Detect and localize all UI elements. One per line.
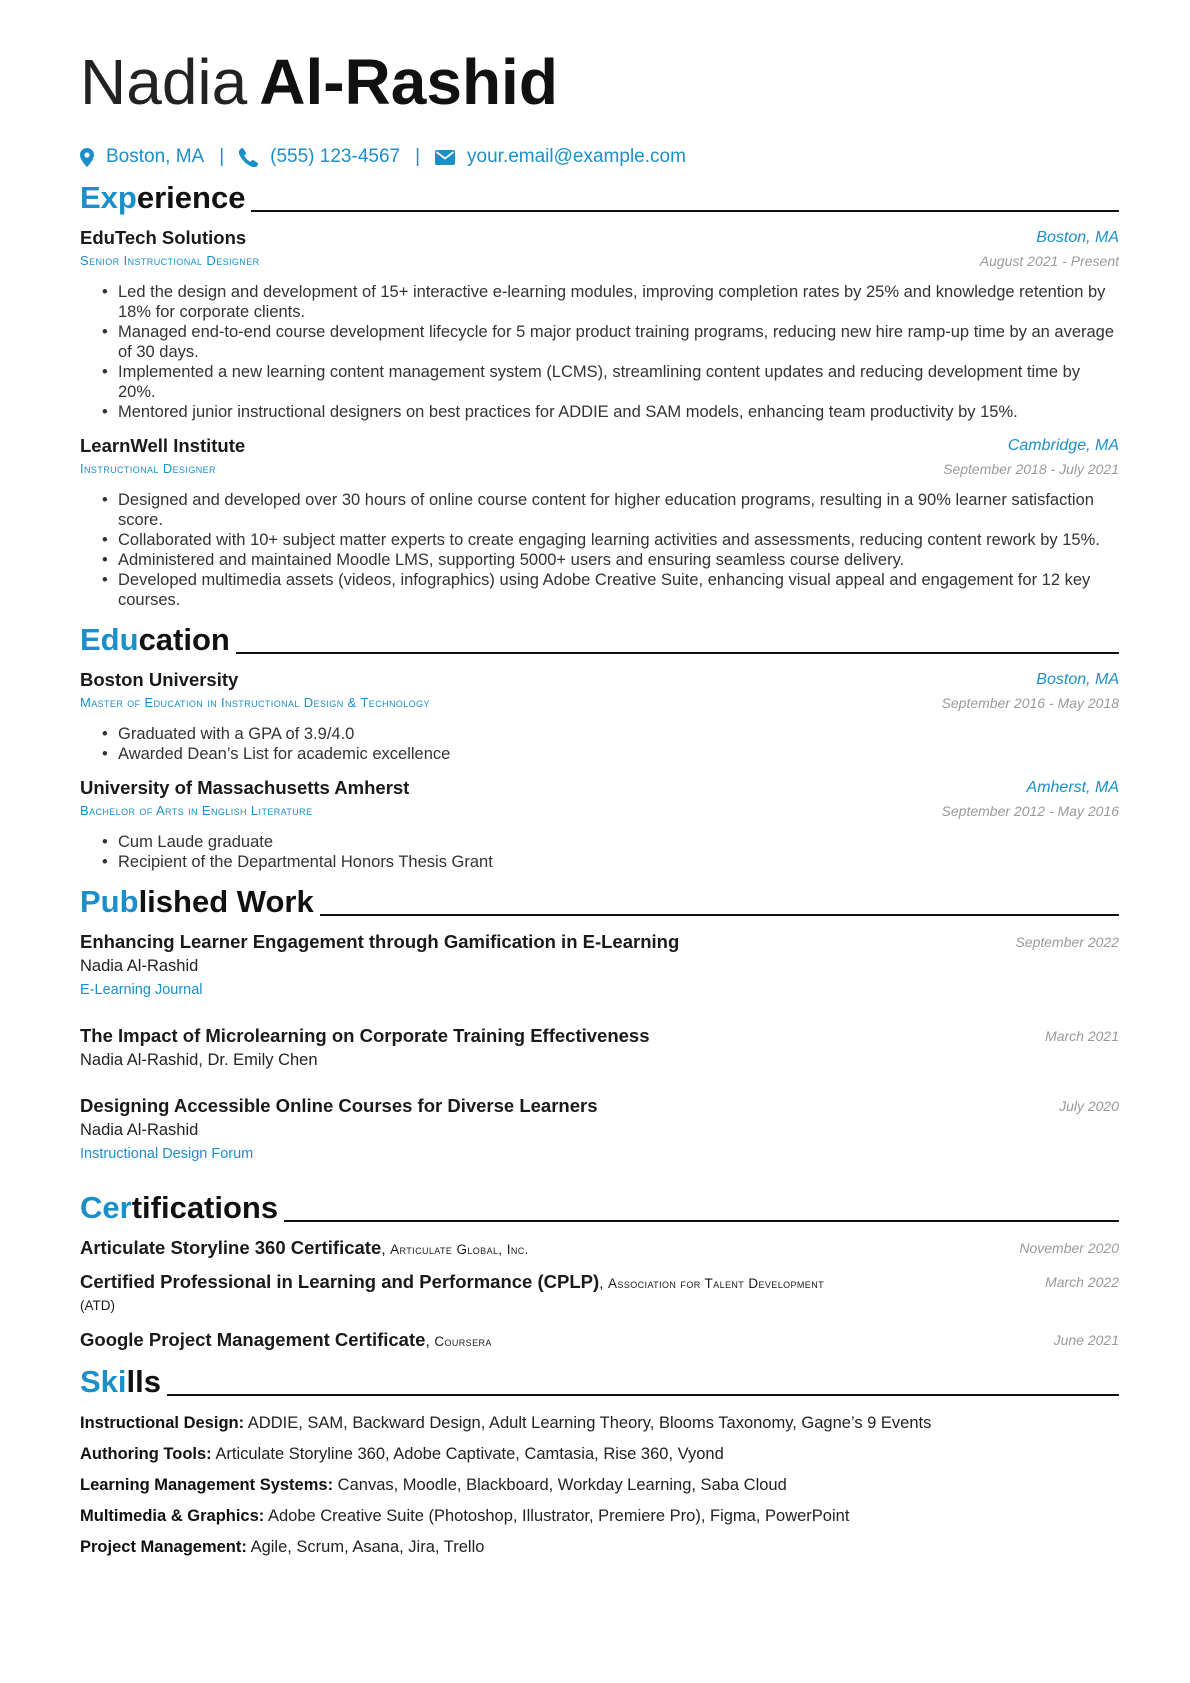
bullet-item: • Developed multimedia assets (videos, infographics) using Adobe Creative Suite, enhancing visual appeal and engagement for 12 key courses. [118,570,1119,610]
title-rest: tifications [131,1190,279,1225]
bullet-item: • Led the design and development of 15+ interactive e-learning modules, improving completion rates by 25% and knowledge retention by 18% for corporate clients. [118,282,1119,322]
bullet-item: • Managed end-to-end course development lifecycle for 5 major product training programs, reducing new hire ramp-up time by an average of 30 days. [118,322,1119,362]
publication-venue: Instructional Design Forum [80,1146,254,1162]
entry-location: Boston, MA [1036,229,1119,246]
email-link: your.email@example.com [467,146,686,167]
skill-value: Agile, Scrum, Asana, Jira, Trello [250,1538,485,1556]
bullet-list [80,282,1119,422]
entry-dates: August 2021 - Present [979,253,1119,269]
bullet-item: • Implemented a new learning content management system (LCMS), streamlining content updates and reducing development time by 20%. [118,362,1119,402]
section-rule [284,1220,1119,1222]
skill-row [80,1412,1119,1434]
location-text: Boston, MA [106,146,205,167]
experience-entry [80,434,1119,480]
certification-issuer-cont: (ATD) [80,1298,115,1313]
bullet-item: • Designed and developed over 30 hours of online course content for higher education programs, resulting in a 90% learner satisfaction score. [118,490,1119,530]
contact-location [80,146,204,168]
entry-meta [942,776,1119,822]
skill-row [80,1443,1119,1465]
first-name: Nadia [80,46,248,118]
bullet-item: • Mentored junior instructional designers on best practices for ADDIE and SAM models, enhancing team productivity by 15%. [118,402,1119,422]
job-title: Instructional Designer [80,461,216,476]
bullet-item: • Awarded Dean’s List for academic excellence [118,744,1119,764]
certification-date: March 2022 [1045,1274,1119,1290]
candidate-name [80,40,1119,124]
resume-page [80,40,1119,1558]
skill-row [80,1505,1119,1527]
entry-dates: September 2016 - May 2018 [941,695,1119,711]
entry-dates: September 2012 - May 2016 [941,803,1119,819]
experience-entry [80,226,1119,272]
bullet-item: • Administered and maintained Moodle LMS, supporting 5000+ users and ensuring seamless course delivery. [118,550,1119,570]
publication-title: Enhancing Learner Engagement through Gamification in E-Learning [80,931,680,952]
skill-value: Articulate Storyline 360, Adobe Captivate, Camtasia, Rise 360, Vyond [215,1445,724,1463]
contact-separator: | [415,146,421,167]
entry-location: Boston, MA [1036,671,1119,688]
entry-location: Amherst, MA [1026,779,1119,796]
section-rule [236,652,1119,654]
certification: Certified Professional in Learning and Performance (CPLP), Association for Talent Development (ATD) March 2022 [80,1270,1119,1316]
section-rule [251,210,1119,212]
skill-label: Learning Management Systems: [80,1476,334,1494]
bullet-list [80,832,1119,872]
contact-phone[interactable] [239,146,400,168]
skill-label: Project Management: [80,1538,247,1556]
title-accent: Edu [80,622,139,657]
publication [80,1094,1119,1166]
contact-email[interactable] [435,146,686,168]
section-title [80,882,314,922]
certification-name: Certified Professional in Learning and Performance (CPLP) [80,1271,600,1292]
education-heading [80,620,1119,660]
certification: Google Project Management Certificate, Coursera June 2021 [80,1329,1119,1350]
skill-label: Authoring Tools: [80,1445,212,1463]
organization: LearnWell Institute [80,435,246,456]
skill-value: ADDIE, SAM, Backward Design, Adult Learning Theory, Blooms Taxonomy, Gagne’s 9 Events [247,1414,932,1432]
certification-name: Google Project Management Certificate [80,1329,426,1350]
publication-date: September 2022 [1015,934,1119,950]
title-accent: Cer [80,1190,132,1225]
certification-issuer: Articulate Global, Inc. [390,1242,529,1257]
section-title [80,1188,278,1228]
skills-list [80,1412,1119,1558]
institution: University of Massachusetts Amherst [80,777,410,798]
certification-date: June 2021 [1053,1332,1119,1348]
entry-location: Cambridge, MA [1007,437,1119,454]
certification-issuer: Coursera [434,1334,492,1349]
certification-issuer: Association for Talent Development [608,1276,824,1291]
section-rule [167,1394,1119,1396]
certification-name: Articulate Storyline 360 Certificate [80,1237,382,1258]
skill-value: Canvas, Moodle, Blackboard, Workday Learning, Saba Cloud [337,1476,787,1494]
organization: EduTech Solutions [80,227,247,248]
certifications-heading [80,1188,1119,1228]
publication-title: Designing Accessible Online Courses for Diverse Learners [80,1095,598,1116]
education-entry [80,668,1119,714]
title-accent: Pub [80,884,139,919]
section-title [80,620,230,660]
publication-authors: Nadia Al-Rashid, Dr. Emily Chen [80,1051,318,1069]
publication-title: The Impact of Microlearning on Corporate Training Effectiveness [80,1025,650,1046]
job-title: Senior Instructional Designer [80,253,260,268]
skill-value: Adobe Creative Suite (Photoshop, Illustrator, Premiere Pro), Figma, PowerPoint [267,1507,850,1525]
bullet-list [80,724,1119,764]
publication [80,930,1119,1002]
title-rest: erience [136,180,246,215]
envelope-icon [435,150,455,165]
skill-label: Instructional Design: [80,1414,245,1432]
bullet-list [80,490,1119,610]
skills-heading [80,1362,1119,1402]
title-rest: lished Work [138,884,314,919]
education-entry [80,776,1119,822]
publication-authors: Nadia Al-Rashid [80,957,199,975]
skill-label: Multimedia & Graphics: [80,1507,265,1525]
experience-heading [80,178,1119,218]
title-accent: Exp [80,180,137,215]
skill-row [80,1474,1119,1496]
contact-bar [80,144,1119,170]
title-accent: Ski [80,1364,127,1399]
entry-dates: September 2018 - July 2021 [943,461,1119,477]
section-title [80,178,245,218]
certification-date: November 2020 [1019,1240,1119,1256]
skill-row [80,1536,1119,1558]
map-marker-icon [80,148,94,167]
contact-separator: | [219,146,225,167]
title-rest: lls [126,1364,161,1399]
bullet-item: • Cum Laude graduate [118,832,1119,852]
last-name: Al-Rashid [259,46,558,118]
phone-icon [239,148,258,167]
section-rule [320,914,1119,916]
publication-date: March 2021 [1045,1028,1119,1044]
degree: Bachelor of Arts in English Literature [80,803,313,818]
bullet-item: • Recipient of the Departmental Honors Thesis Grant [118,852,1119,872]
bullet-item: • Graduated with a GPA of 3.9/4.0 [118,724,1119,744]
entry-meta [980,226,1119,272]
entry-meta [943,434,1119,480]
entry-meta [942,668,1119,714]
phone-text: (555) 123-4567 [270,146,401,167]
publication-date: July 2020 [1059,1098,1119,1114]
title-rest: cation [138,622,230,657]
degree: Master of Education in Instructional Design & Technology [80,695,430,710]
published-work-heading [80,882,1119,922]
certification: Articulate Storyline 360 Certificate, Articulate Global, Inc. November 2020 [80,1237,1119,1258]
institution: Boston University [80,669,239,690]
publication [80,1024,1119,1072]
section-title [80,1362,161,1402]
publication-venue: E-Learning Journal [80,982,203,998]
publication-authors: Nadia Al-Rashid [80,1121,199,1139]
bullet-item: • Collaborated with 10+ subject matter experts to create engaging learning activities and assessments, reducing content rework by 15%. [118,530,1119,550]
